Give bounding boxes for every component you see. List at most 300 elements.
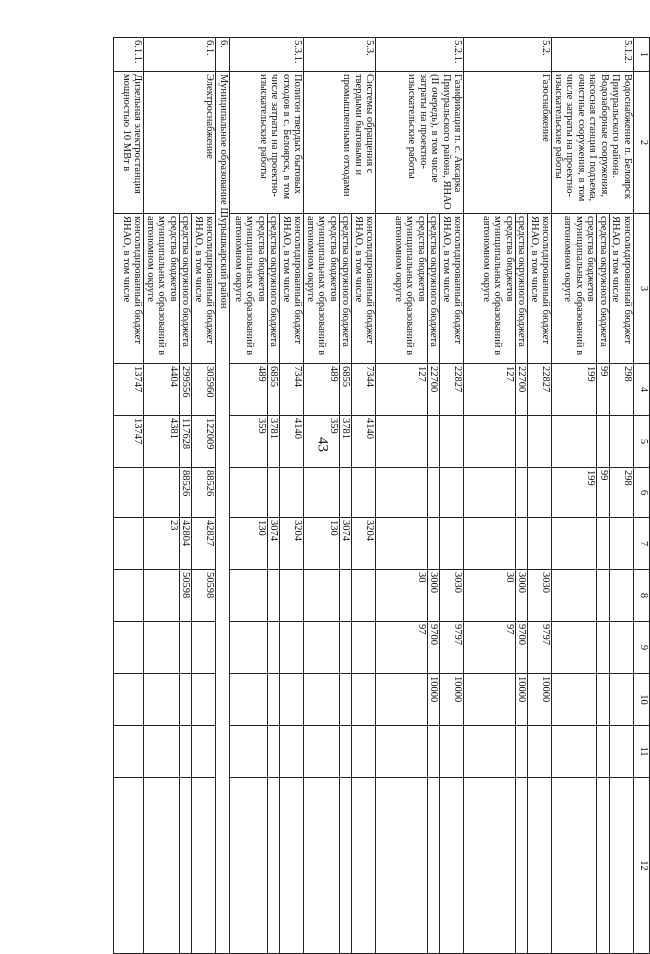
- amount-value: [193, 778, 216, 953]
- table-body: [114, 38, 634, 954]
- amount-value: 3781: [268, 416, 281, 467]
- amount-value: [268, 570, 281, 621]
- amount-value: [305, 726, 341, 777]
- amount-value: [516, 468, 529, 517]
- amount-value: [428, 518, 441, 569]
- amount-value: [121, 570, 144, 621]
- row-number: 6.1.: [144, 38, 216, 72]
- funding-source-cell: [144, 214, 216, 364]
- amount-cell: [230, 468, 304, 518]
- table-row: [114, 38, 144, 954]
- amount-value: 30: [393, 570, 429, 621]
- amount-cell: [230, 622, 304, 674]
- amount-value: 30: [481, 570, 517, 621]
- funding-source-cell: [464, 214, 552, 364]
- amount-value: 199: [562, 468, 598, 517]
- object-name: Газификация п. с. Аксарка Приуральского района, ЯНАО (II очередь), в том числе затраты на проектно-изыскательские работы: [376, 72, 464, 214]
- amount-cell: [464, 622, 552, 674]
- header-cell: 11: [634, 726, 650, 778]
- table-row: [230, 38, 304, 954]
- amount-value: 9797: [441, 622, 464, 673]
- amount-value: 298: [610, 468, 633, 517]
- funding-source-line: консолидированный бюджет ЯНАО, в том числе: [610, 214, 633, 363]
- amount-cell: [304, 570, 376, 622]
- amount-value: [481, 416, 517, 467]
- amount-value: 13747: [121, 364, 144, 415]
- amount-value: 489: [305, 364, 341, 415]
- amount-value: [305, 622, 341, 673]
- funding-source-line: средства бюджетов муниципальных образований в автономном округе: [481, 214, 517, 363]
- amount-value: 9700: [516, 622, 529, 673]
- amount-value: 50598: [193, 570, 216, 621]
- header-cell: 1: [634, 38, 650, 72]
- amount-value: [281, 674, 304, 725]
- amount-cell: [464, 674, 552, 726]
- funding-source-line: средства окружного бюджета: [180, 214, 193, 363]
- amount-value: [268, 622, 281, 673]
- amount-value: 10000: [516, 674, 529, 725]
- amount-cell: [114, 674, 144, 726]
- funding-source-line: консолидированный бюджет ЯНАО, в том числе: [529, 214, 552, 363]
- funding-source-line: средства окружного бюджета: [428, 214, 441, 363]
- amount-value: 130: [233, 518, 269, 569]
- amount-value: 88526: [180, 468, 193, 517]
- amount-cell: [114, 468, 144, 518]
- amount-cell: [230, 778, 304, 954]
- amount-value: [268, 674, 281, 725]
- amount-cell: [376, 416, 464, 468]
- amount-cell: [552, 622, 634, 674]
- amount-cell: [144, 726, 216, 778]
- amount-value: [529, 468, 552, 517]
- amount-value: [268, 726, 281, 777]
- amount-value: 3074: [268, 518, 281, 569]
- amount-value: [353, 778, 376, 953]
- amount-value: [145, 778, 181, 953]
- amount-value: [481, 778, 517, 953]
- table-row: [376, 38, 464, 954]
- amount-cell: [376, 570, 464, 622]
- amount-value: [598, 518, 611, 569]
- amount-cell: [552, 570, 634, 622]
- table-row: [464, 38, 552, 954]
- funding-source-line: консолидированный бюджет ЯНАО, в том числе: [353, 214, 376, 363]
- amount-value: 99: [598, 364, 611, 415]
- amount-value: [353, 468, 376, 517]
- amount-cell: [376, 622, 464, 674]
- amount-cell: [464, 726, 552, 778]
- amount-value: 13747: [121, 416, 144, 467]
- row-number: 6.: [216, 38, 230, 72]
- amount-value: 99: [598, 468, 611, 517]
- amount-cell: [376, 778, 464, 954]
- amount-value: 117628: [180, 416, 193, 467]
- amount-cell: [464, 468, 552, 518]
- amount-value: [516, 778, 529, 953]
- header-cell: 8: [634, 570, 650, 622]
- amount-value: 359: [305, 416, 341, 467]
- amount-value: [481, 674, 517, 725]
- amount-value: 6855: [268, 364, 281, 415]
- amount-cell: [304, 778, 376, 954]
- amount-value: [305, 570, 341, 621]
- table-row: [216, 38, 230, 954]
- amount-value: 9797: [529, 622, 552, 673]
- amount-cell: [114, 364, 144, 416]
- amount-cell: [144, 364, 216, 416]
- amount-value: [610, 518, 633, 569]
- header-cell: 2: [634, 72, 650, 214]
- amount-value: [121, 778, 144, 953]
- amount-value: [281, 468, 304, 517]
- amount-value: [305, 674, 341, 725]
- amount-cell: [464, 570, 552, 622]
- amount-cell: [304, 726, 376, 778]
- amount-value: 298: [610, 364, 633, 415]
- amount-value: [598, 416, 611, 467]
- amount-cell: [230, 364, 304, 416]
- amount-value: [441, 416, 464, 467]
- amount-cell: [144, 622, 216, 674]
- amount-value: [233, 570, 269, 621]
- amount-cell: [230, 674, 304, 726]
- amount-value: [193, 674, 216, 725]
- amount-value: [121, 468, 144, 517]
- amount-value: [516, 726, 529, 777]
- funding-source-cell: [552, 214, 634, 364]
- amount-value: 10000: [441, 674, 464, 725]
- amount-value: [529, 778, 552, 953]
- amount-value: 3030: [441, 570, 464, 621]
- amount-value: [305, 778, 341, 953]
- amount-value: [180, 674, 193, 725]
- amount-value: 3204: [281, 518, 304, 569]
- amount-value: 22700: [428, 364, 441, 415]
- amount-cell: [230, 726, 304, 778]
- amount-value: [233, 778, 269, 953]
- amount-cell: [464, 778, 552, 954]
- amount-cell: [144, 468, 216, 518]
- amount-value: 97: [393, 622, 429, 673]
- header-cell: 9: [634, 622, 650, 674]
- amount-cell: [552, 364, 634, 416]
- amount-value: 42804: [180, 518, 193, 569]
- amount-value: [562, 416, 598, 467]
- amount-cell: [552, 468, 634, 518]
- amount-value: [441, 726, 464, 777]
- amount-cell: [114, 778, 144, 954]
- row-number: 5.1.2.: [552, 38, 634, 72]
- amount-value: [340, 674, 353, 725]
- amount-value: 22827: [441, 364, 464, 415]
- table-row: [144, 38, 216, 954]
- amount-value: [441, 518, 464, 569]
- amount-value: [121, 622, 144, 673]
- funding-source-cell: [114, 214, 144, 364]
- amount-value: 3000: [516, 570, 529, 621]
- amount-value: [193, 726, 216, 777]
- amount-cell: [144, 518, 216, 570]
- amount-value: [562, 518, 598, 569]
- funding-source-line: средства окружного бюджета: [268, 214, 281, 363]
- amount-value: 10000: [428, 674, 441, 725]
- amount-value: 9700: [428, 622, 441, 673]
- amount-value: [610, 726, 633, 777]
- amount-value: [340, 726, 353, 777]
- amount-value: [428, 778, 441, 953]
- row-number: 5.2.1.: [376, 38, 464, 72]
- amount-value: [562, 726, 598, 777]
- amount-value: [562, 778, 598, 953]
- amount-cell: [304, 416, 376, 468]
- object-name: Полигон твердых бытовых отходов в с. Белоярск, в том числе затраты на проектно-изыскательские работы: [230, 72, 304, 214]
- amount-cell: [376, 726, 464, 778]
- amount-value: [529, 518, 552, 569]
- amount-value: [353, 570, 376, 621]
- amount-cell: [304, 468, 376, 518]
- amount-value: [598, 622, 611, 673]
- amount-cell: [144, 570, 216, 622]
- amount-value: [281, 726, 304, 777]
- amount-value: [393, 778, 429, 953]
- amount-cell: [144, 778, 216, 954]
- amount-value: [145, 468, 181, 517]
- amount-cell: [464, 364, 552, 416]
- section-title: Муниципальное образование Шурышкарский район: [216, 72, 230, 954]
- amount-value: 4140: [353, 416, 376, 467]
- amount-cell: [376, 468, 464, 518]
- amount-value: [428, 468, 441, 517]
- amount-cell: [552, 416, 634, 468]
- funding-source-line: средства бюджетов муниципальных образований в автономном округе: [393, 214, 429, 363]
- amount-value: 122009: [193, 416, 216, 467]
- table-row: [304, 38, 376, 954]
- amount-value: [393, 518, 429, 569]
- amount-cell: [552, 518, 634, 570]
- amount-value: [281, 778, 304, 953]
- amount-value: 88526: [193, 468, 216, 517]
- amount-value: 42827: [193, 518, 216, 569]
- amount-value: [562, 570, 598, 621]
- amount-cell: [464, 518, 552, 570]
- funding-source-line: средства бюджетов муниципальных образований в автономном округе: [233, 214, 269, 363]
- header-cell: 3: [634, 214, 650, 364]
- amount-value: [428, 416, 441, 467]
- amount-value: [393, 726, 429, 777]
- header-cell: 12: [634, 778, 650, 954]
- amount-value: 7344: [353, 364, 376, 415]
- amount-value: 489: [233, 364, 269, 415]
- amount-value: 3030: [529, 570, 552, 621]
- amount-cell: [230, 416, 304, 468]
- amount-value: [268, 778, 281, 953]
- rotated-table-wrapper: [116, 37, 650, 905]
- funding-source-line: средства окружного бюджета: [516, 214, 529, 363]
- row-number: 5.3.: [304, 38, 376, 72]
- funding-source-line: консолидированный бюджет ЯНАО, в том числе: [441, 214, 464, 363]
- amount-value: [353, 622, 376, 673]
- amount-cell: [114, 622, 144, 674]
- amount-value: [268, 468, 281, 517]
- amount-value: [340, 468, 353, 517]
- amount-value: [340, 570, 353, 621]
- amount-cell: [114, 726, 144, 778]
- object-name: Электроснабжение: [144, 72, 216, 214]
- amount-cell: [304, 364, 376, 416]
- amount-value: 22700: [516, 364, 529, 415]
- amount-value: [233, 468, 269, 517]
- header-cell: 5: [634, 416, 650, 468]
- amount-value: [516, 518, 529, 569]
- row-number: 6.1.1.: [114, 38, 144, 72]
- amount-cell: [144, 674, 216, 726]
- amount-value: [516, 416, 529, 467]
- amount-value: [529, 726, 552, 777]
- funding-source-line: средства окружного бюджета: [598, 214, 611, 363]
- amount-value: [281, 622, 304, 673]
- amount-value: [481, 468, 517, 517]
- amount-value: [121, 518, 144, 569]
- amount-cell: [114, 570, 144, 622]
- amount-value: [233, 726, 269, 777]
- amount-value: [145, 674, 181, 725]
- header-cell: 6: [634, 468, 650, 518]
- amount-cell: [304, 674, 376, 726]
- amount-value: [441, 468, 464, 517]
- header-cell: 7: [634, 518, 650, 570]
- table-row: [552, 38, 634, 954]
- amount-value: 10000: [529, 674, 552, 725]
- amount-cell: [304, 518, 376, 570]
- amount-value: 3204: [353, 518, 376, 569]
- amount-value: [610, 622, 633, 673]
- funding-source-line: консолидированный бюджет ЯНАО, в том числе: [193, 214, 216, 363]
- amount-value: [598, 726, 611, 777]
- funding-source-line: средства бюджетов муниципальных образований в автономном округе: [145, 214, 181, 363]
- amount-value: [610, 570, 633, 621]
- amount-value: [598, 570, 611, 621]
- amount-value: [340, 622, 353, 673]
- amount-value: 6855: [340, 364, 353, 415]
- amount-value: 4381: [145, 416, 181, 467]
- amount-value: [233, 622, 269, 673]
- amount-value: [598, 674, 611, 725]
- amount-value: 97: [481, 622, 517, 673]
- amount-value: 50598: [180, 570, 193, 621]
- header-cell: 4: [634, 364, 650, 416]
- amount-cell: [376, 364, 464, 416]
- budget-table: [114, 37, 650, 954]
- funding-source-cell: [376, 214, 464, 364]
- object-name: Водоснабжение п. Белоярск Приуральского района. Водозаборные сооружения, насосная станция I подъема, очистные сооружения, в том числе затраты на проектно-изыскательские работы: [552, 72, 634, 214]
- amount-value: 130: [305, 518, 341, 569]
- amount-value: 22827: [529, 364, 552, 415]
- amount-value: [233, 674, 269, 725]
- amount-cell: [114, 518, 144, 570]
- amount-value: [562, 622, 598, 673]
- amount-value: [610, 416, 633, 467]
- amount-value: 4404: [145, 364, 181, 415]
- amount-value: [393, 416, 429, 467]
- amount-value: [441, 778, 464, 953]
- amount-value: 7344: [281, 364, 304, 415]
- amount-value: [610, 778, 633, 953]
- amount-value: 299556: [180, 364, 193, 415]
- amount-value: [193, 622, 216, 673]
- object-name: Дизельная электростанция мощностью 10 МВт в: [114, 72, 144, 214]
- funding-source-line: средства бюджетов муниципальных образований в автономном округе: [562, 214, 598, 363]
- row-number: 5.2.: [464, 38, 552, 72]
- amount-value: [340, 778, 353, 953]
- amount-cell: [230, 570, 304, 622]
- amount-value: 3074: [340, 518, 353, 569]
- object-name: Газоснабжение: [464, 72, 552, 214]
- amount-value: [481, 518, 517, 569]
- amount-value: [305, 468, 341, 517]
- amount-value: 127: [393, 364, 429, 415]
- amount-value: 4140: [281, 416, 304, 467]
- amount-value: [145, 570, 181, 621]
- amount-value: [393, 674, 429, 725]
- amount-value: [180, 726, 193, 777]
- header-row: [634, 38, 650, 954]
- amount-value: 359: [233, 416, 269, 467]
- amount-value: [428, 726, 441, 777]
- amount-value: [598, 778, 611, 953]
- amount-value: [562, 674, 598, 725]
- amount-value: 199: [562, 364, 598, 415]
- funding-source-cell: [304, 214, 376, 364]
- amount-value: [353, 726, 376, 777]
- amount-value: 3000: [428, 570, 441, 621]
- amount-value: [180, 778, 193, 953]
- amount-value: [121, 674, 144, 725]
- amount-value: [180, 622, 193, 673]
- amount-value: [281, 570, 304, 621]
- amount-value: [145, 622, 181, 673]
- row-number: 5.3.1.: [230, 38, 304, 72]
- object-name: Системы обращения с твердыми бытовыми и промышленными отходами: [304, 72, 376, 214]
- funding-source-line: средства бюджетов муниципальных образований в автономном округе: [305, 214, 341, 363]
- amount-cell: [304, 622, 376, 674]
- amount-cell: [552, 726, 634, 778]
- funding-source-cell: [230, 214, 304, 364]
- amount-cell: [376, 518, 464, 570]
- amount-value: 305960: [193, 364, 216, 415]
- amount-value: [481, 726, 517, 777]
- amount-cell: [114, 416, 144, 468]
- header-cell: 10: [634, 674, 650, 726]
- amount-value: 23: [145, 518, 181, 569]
- amount-cell: [144, 416, 216, 468]
- amount-cell: [376, 674, 464, 726]
- amount-value: 3781: [340, 416, 353, 467]
- amount-value: [145, 726, 181, 777]
- amount-value: [610, 674, 633, 725]
- amount-value: [393, 468, 429, 517]
- page-number: 43: [314, 425, 331, 465]
- amount-cell: [230, 518, 304, 570]
- amount-cell: [552, 778, 634, 954]
- funding-source-line: консолидированный бюджет ЯНАО, в том числе: [121, 214, 144, 363]
- amount-cell: [552, 674, 634, 726]
- amount-value: [529, 416, 552, 467]
- amount-value: [121, 726, 144, 777]
- funding-source-line: средства окружного бюджета: [340, 214, 353, 363]
- amount-value: 127: [481, 364, 517, 415]
- amount-cell: [464, 416, 552, 468]
- funding-source-line: консолидированный бюджет ЯНАО, в том числе: [281, 214, 304, 363]
